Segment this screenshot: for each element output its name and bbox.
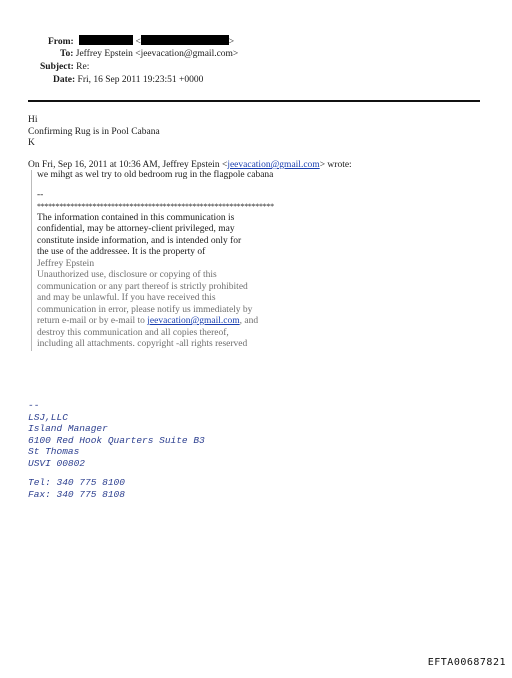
date-label: Date: bbox=[53, 75, 76, 85]
gray-line-5: communication in error, please notify us immediately by bbox=[37, 304, 253, 315]
message-line-1: Hi bbox=[28, 115, 38, 125]
subject-row bbox=[40, 61, 89, 73]
signature-dash: -- bbox=[28, 400, 40, 411]
notice-line-2: confidential, may be attorney-client privileged, may bbox=[37, 224, 235, 234]
signature-fax: Fax: 340 775 8108 bbox=[28, 488, 125, 500]
signature-address: 6100 Red Hook Quarters Suite B3 bbox=[28, 434, 205, 446]
notice-line-3: constitute inside information, and is intended only for bbox=[37, 235, 242, 246]
signature-title: Island Manager bbox=[28, 423, 108, 434]
gray-tail-1: destroy this communication and all copies thereof, bbox=[37, 327, 229, 338]
gray-line-1: Jeffrey Epstein bbox=[37, 258, 95, 269]
quoted-message bbox=[31, 170, 274, 351]
return-prefix: return e-mail or by e-mail to bbox=[37, 316, 148, 326]
signature-tel: Tel: 340 775 8100 bbox=[28, 477, 125, 488]
redacted-sender-email bbox=[141, 35, 229, 45]
reply-intro-suffix: > wrote: bbox=[319, 160, 352, 170]
signature-company: LSJ,LLC bbox=[28, 411, 68, 423]
quoted-sig-dash: -- bbox=[37, 189, 44, 200]
message-body bbox=[28, 115, 160, 150]
return-suffix: , and bbox=[239, 316, 259, 326]
gray-line-2: Unauthorized use, disclosure or copying of this bbox=[37, 270, 217, 280]
gray-line-4: and may be unlawful. If you have received this bbox=[37, 293, 216, 303]
gray-line-3: communication or any part thereof is strictly prohibited bbox=[37, 281, 248, 292]
signature-contacts bbox=[28, 477, 125, 500]
subject-value: Re: bbox=[76, 62, 90, 72]
to-label: To: bbox=[60, 49, 74, 59]
signature-block bbox=[28, 400, 205, 469]
bates-stamp: EFTA00687821 bbox=[427, 657, 506, 668]
from-gt: > bbox=[228, 37, 235, 47]
to-row bbox=[60, 48, 238, 60]
reply-intro-email-link[interactable]: jeevacation@gmail.com bbox=[227, 160, 320, 170]
to-value: Jeffrey Epstein <jeevacation@gmail.com> bbox=[75, 49, 239, 59]
reply-intro-prefix: On Fri, Sep 16, 2011 at 10:36 AM, Jeffrey Epstein < bbox=[28, 160, 228, 170]
notice-line-1: The information contained in this communication is bbox=[37, 212, 235, 223]
message-line-2: Confirming Rug is in Pool Cabana bbox=[28, 126, 160, 137]
from-label: From: bbox=[48, 37, 74, 47]
return-line bbox=[37, 316, 274, 328]
message-line-3: K bbox=[28, 138, 35, 148]
from-row bbox=[48, 35, 234, 48]
from-lt: < bbox=[135, 37, 141, 47]
signature-zip: USVI 00802 bbox=[28, 457, 86, 469]
subject-label: Subject: bbox=[40, 62, 74, 72]
redacted-sender-name bbox=[79, 35, 133, 45]
signature-city: St Thomas bbox=[28, 446, 80, 457]
notice-line-4: the use of the addressee. It is the property of bbox=[37, 247, 206, 257]
return-email-link[interactable]: jeevacation@gmail.com bbox=[147, 316, 240, 326]
quoted-stars: **************************************************************** bbox=[37, 202, 274, 211]
header-divider bbox=[28, 100, 480, 102]
gray-tail-2: including all attachments. copyright -all rights reserved bbox=[37, 339, 248, 349]
date-row bbox=[53, 74, 203, 86]
quoted-text: we mihgt as wel try to old bedroom rug in the flagpole cabana bbox=[37, 170, 274, 180]
date-value: Fri, 16 Sep 2011 19:23:51 +0000 bbox=[77, 75, 204, 85]
